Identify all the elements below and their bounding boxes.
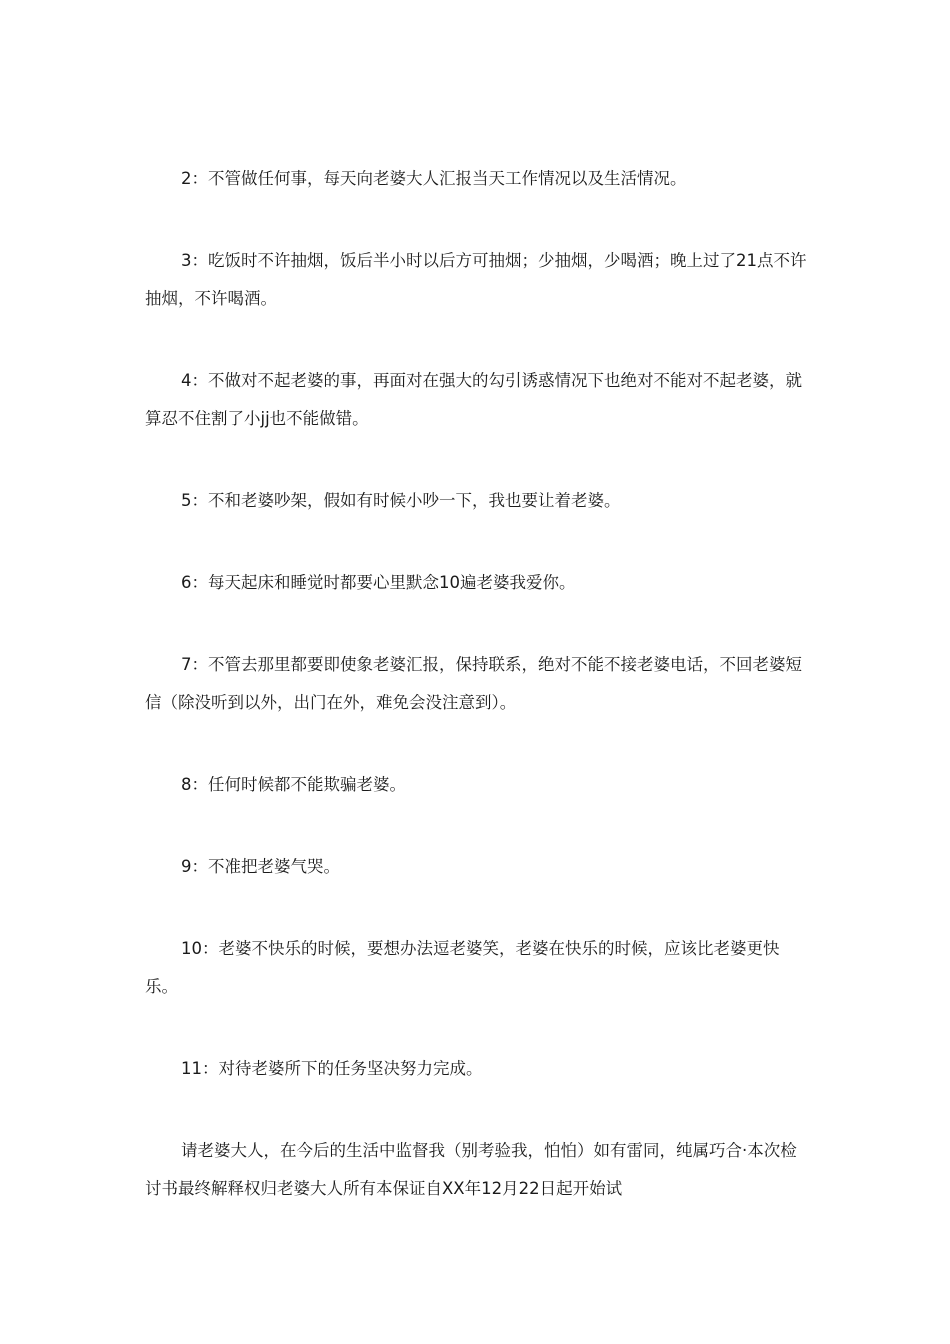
paragraph-rule-3: 3：吃饭时不许抽烟，饭后半小时以后方可抽烟；少抽烟，少喝酒；晚上过了21点不许抽烟，不许喝酒。 bbox=[145, 251, 807, 308]
paragraph-closing: 请老婆大人，在今后的生活中监督我（别考验我，怕怕）如有雷同，纯属巧合·本次检讨书最终解释权归老婆大人所有本保证自XX年12月22日起开始试 bbox=[145, 1141, 797, 1198]
paragraph-rule-11: 11：对待老婆所下的任务坚决努力完成。 bbox=[181, 1059, 483, 1078]
paragraph-rule-5: 5：不和老婆吵架，假如有时候小吵一下，我也要让着老婆。 bbox=[181, 491, 621, 510]
paragraph-rule-7: 7：不管去那里都要即使象老婆汇报，保持联系，绝对不能不接老婆电话，不回老婆短信（除没听到以外，出门在外，难免会没注意到）。 bbox=[145, 655, 802, 712]
paragraph-rule-9: 9：不准把老婆气哭。 bbox=[181, 857, 340, 876]
paragraph-rule-6: 6：每天起床和睡觉时都要心里默念10遍老婆我爱你。 bbox=[181, 573, 576, 592]
paragraph-rule-8: 8：任何时候都不能欺骗老婆。 bbox=[181, 775, 406, 794]
document-body bbox=[145, 160, 810, 1208]
paragraph-rule-2: 2：不管做任何事，每天向老婆大人汇报当天工作情况以及生活情况。 bbox=[181, 169, 687, 188]
paragraph-rule-4: 4：不做对不起老婆的事，再面对在强大的勾引诱惑情况下也绝对不能对不起老婆，就算忍不住割了小jj也不能做错。 bbox=[145, 371, 802, 428]
paragraph-rule-10: 10：老婆不快乐的时候，要想办法逗老婆笑，老婆在快乐的时候，应该比老婆更快乐。 bbox=[145, 939, 780, 996]
